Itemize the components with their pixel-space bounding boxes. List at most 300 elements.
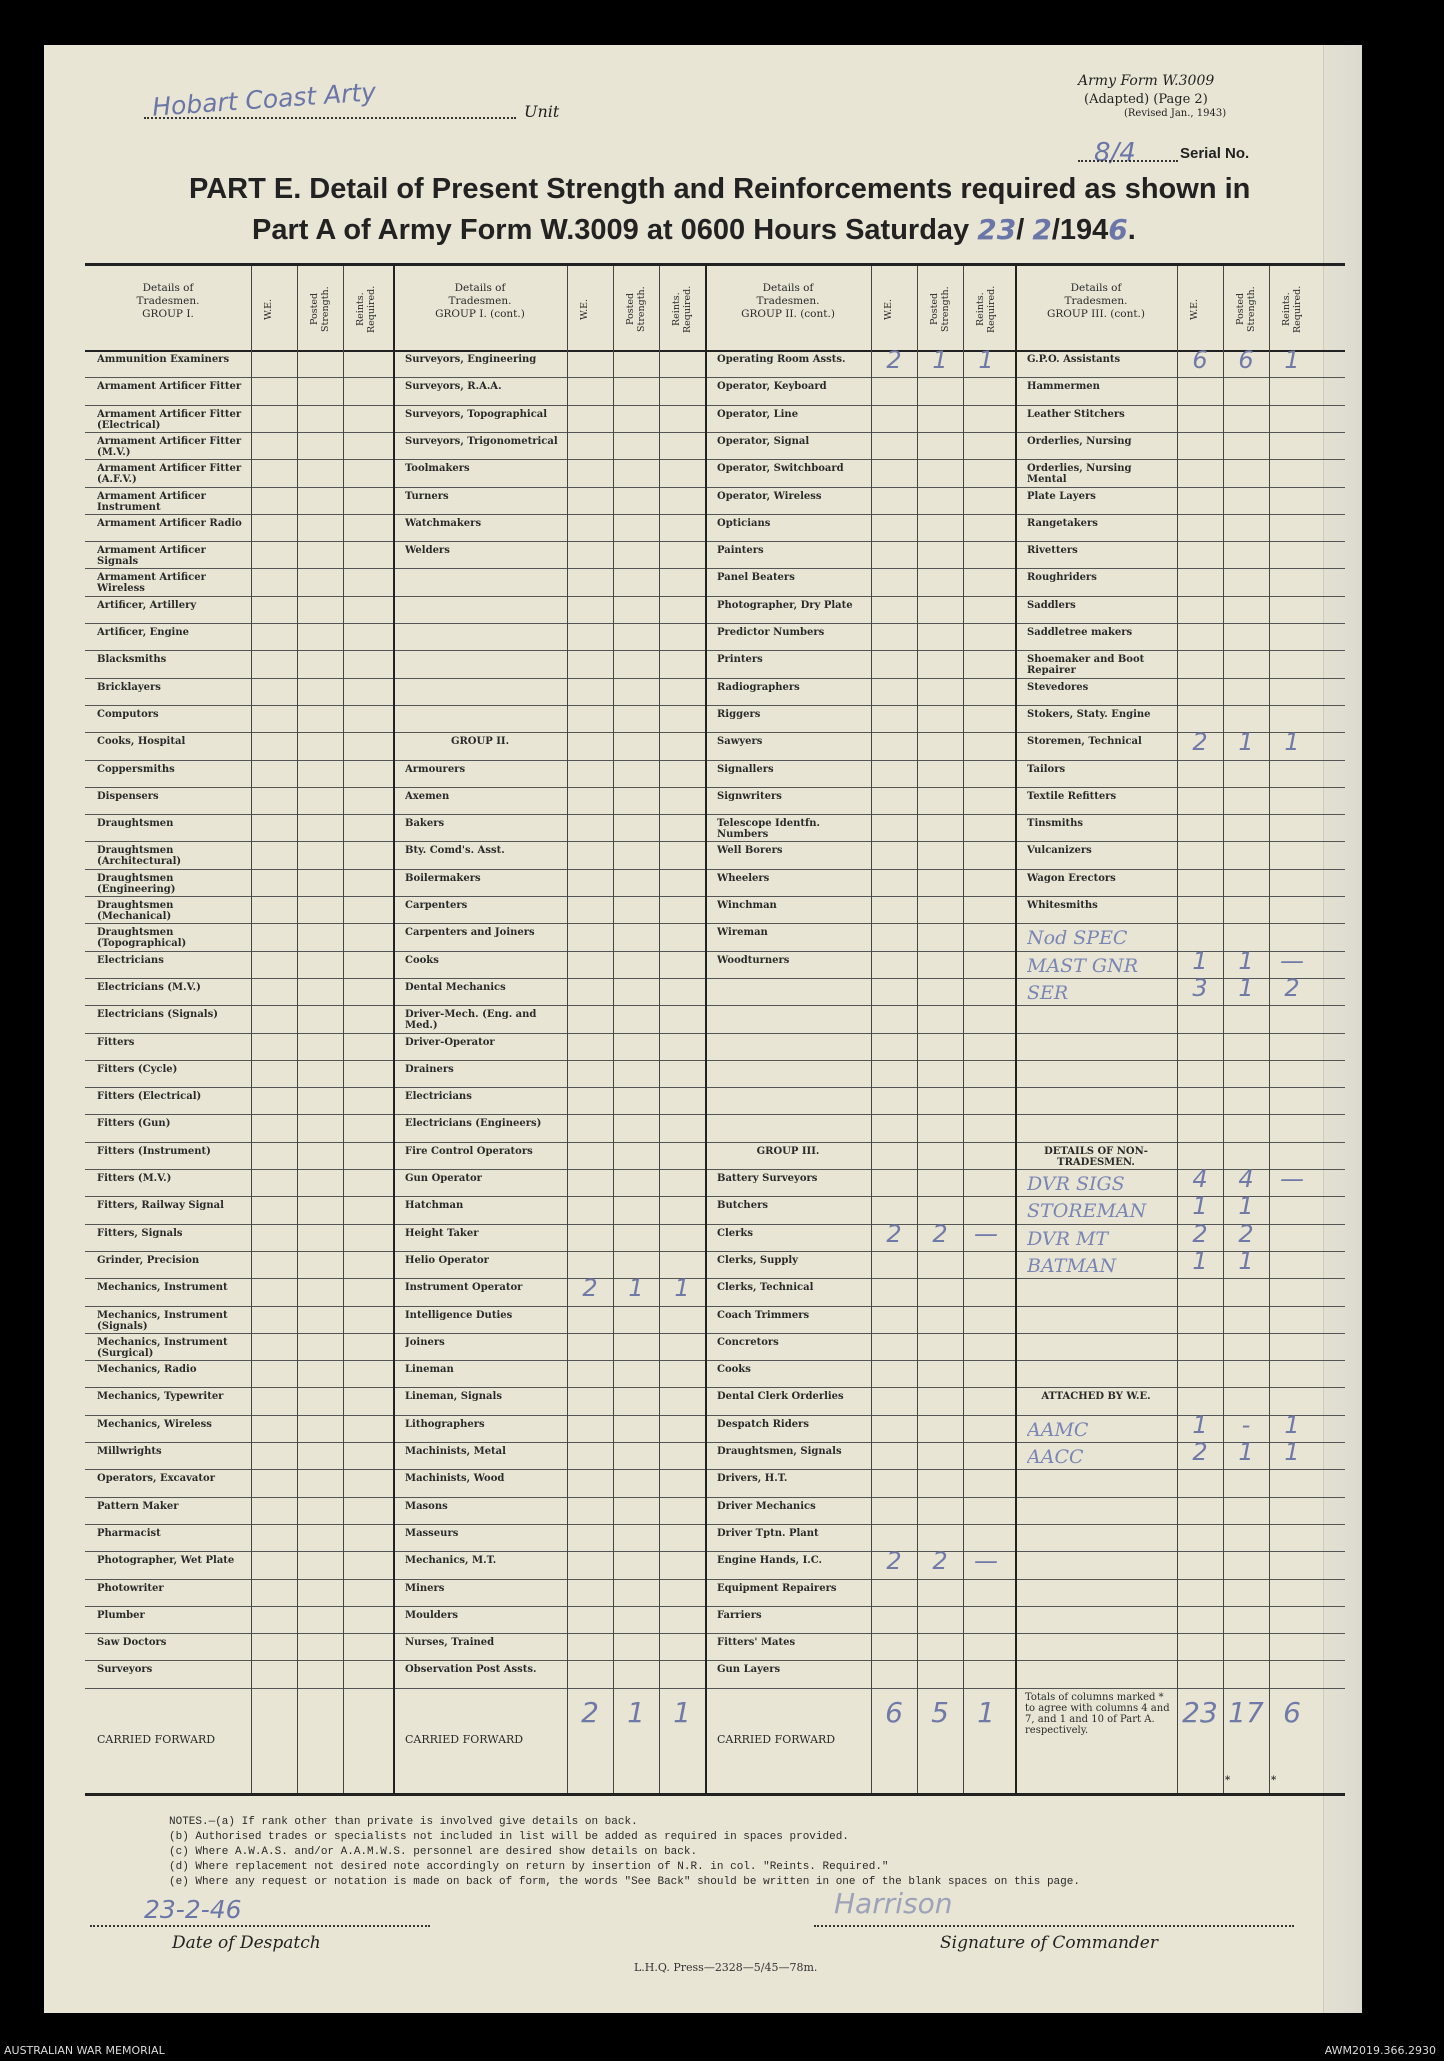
col3-row-label: Clerks bbox=[717, 1227, 753, 1239]
col2-row-label: GROUP II. bbox=[450, 736, 510, 748]
col3-row-label: Coach Trimmers bbox=[717, 1309, 810, 1321]
col2-row-label: Mechanics, M.T. bbox=[405, 1555, 497, 1567]
row-rule bbox=[85, 568, 1345, 569]
header-rule bbox=[85, 350, 1345, 352]
archive-caption-bar bbox=[0, 2040, 1444, 2061]
row-rule bbox=[85, 1306, 1345, 1307]
col1-row-label: Blacksmiths bbox=[97, 654, 167, 666]
col1-row-label: Armament Artificer Wireless bbox=[97, 572, 206, 595]
column-header-reinf: Reints. Required. bbox=[1281, 285, 1303, 333]
strength-table bbox=[85, 266, 1345, 1793]
col4-row-label: MAST GNR bbox=[1027, 954, 1139, 977]
col2-row-label: Turners bbox=[405, 490, 449, 502]
row-rule bbox=[85, 377, 1345, 378]
form-adapted: (Adapted) (Page 2) bbox=[1084, 92, 1208, 107]
col3-row-label: Panel Beaters bbox=[717, 572, 795, 584]
carried-forward-label: CARRIED FORWARD bbox=[717, 1734, 836, 1746]
col2-row-label: Masons bbox=[405, 1500, 448, 1512]
col4-row-label: Orderlies, Nursing Mental bbox=[1027, 463, 1132, 486]
col3-row-label: Wireman bbox=[717, 927, 768, 939]
col1-row-label: Armament Artificer Fitter (A.F.V.) bbox=[97, 463, 242, 486]
row-rule bbox=[85, 1360, 1345, 1361]
signature-label: Signature of Commander bbox=[940, 1933, 1158, 1953]
row-rule bbox=[85, 1497, 1345, 1498]
col4-row-value: 1 bbox=[1238, 1438, 1254, 1466]
column-header-we: W.E. bbox=[263, 298, 274, 320]
col2-row-label: Nurses, Trained bbox=[405, 1637, 495, 1649]
col1-row-label: Fitters, Signals bbox=[97, 1227, 183, 1239]
col2-row-label: Cooks bbox=[405, 954, 439, 966]
group-divider bbox=[705, 266, 707, 1793]
form-revised: (Revised Jan., 1943) bbox=[1124, 108, 1227, 119]
row-rule bbox=[85, 1660, 1345, 1661]
col4-row-label: DVR SIGS bbox=[1027, 1173, 1125, 1195]
col3-row-label: Drivers, H.T. bbox=[717, 1473, 788, 1485]
date-day: 23 bbox=[977, 213, 1017, 246]
row-rule bbox=[85, 1524, 1345, 1525]
unit-handwritten: Hobart Coast Arty bbox=[151, 77, 377, 122]
col3-row-label: Despatch Riders bbox=[717, 1418, 809, 1430]
col2-row-label: Surveyors, Trigonometrical bbox=[405, 435, 558, 447]
row-rule bbox=[85, 1224, 1345, 1225]
col2-row-value: 1 bbox=[628, 1274, 644, 1303]
title-line-1: PART E. Detail of Present Strength and Reinforcements required as shown in bbox=[189, 173, 1251, 205]
note-line: (b) Authorised trades or specialists not included in list will be added as required in spaces provided. bbox=[169, 1831, 849, 1843]
row-rule bbox=[85, 760, 1345, 761]
col3-row-label: Well Borers bbox=[717, 845, 783, 857]
col4-row-label: Rivetters bbox=[1027, 545, 1078, 557]
col3-row-label: Signwriters bbox=[717, 790, 782, 802]
group-divider bbox=[393, 266, 395, 1793]
col4-row-label: Vulcanizers bbox=[1027, 845, 1092, 857]
row-rule bbox=[85, 1333, 1345, 1334]
form-name: Army Form W.3009 bbox=[1078, 73, 1215, 89]
totals-note: Totals of columns marked * to agree with columns 4 and 7, and 1 and 10 of Part A. respectively. bbox=[1025, 1691, 1170, 1736]
value-column-rule bbox=[613, 266, 614, 1793]
col2-row-label: Lineman bbox=[405, 1364, 454, 1376]
col1-row-label: Draughtsmen (Mechanical) bbox=[97, 900, 174, 922]
col2-row-label: Driver-Mech. (Eng. and Med.) bbox=[405, 1009, 537, 1032]
col2-row-label: Height Taker bbox=[405, 1227, 479, 1239]
col2-row-label: Carpenters bbox=[405, 900, 468, 911]
col1-row-label: Fitters bbox=[97, 1036, 135, 1048]
note-line: NOTES.—(a) If rank other than private is involved give details on back. bbox=[169, 1816, 638, 1828]
col3-row-label: Operator, Keyboard bbox=[717, 381, 827, 393]
col2-row-label: Intelligence Duties bbox=[405, 1309, 513, 1321]
col4-row-label: Plate Layers bbox=[1027, 490, 1096, 502]
row-rule bbox=[85, 1551, 1345, 1552]
col3-row-value: 2 bbox=[932, 1547, 948, 1576]
col2-row-label: Instrument Operator bbox=[405, 1282, 523, 1294]
column-header-posted: Posted Strength. bbox=[929, 286, 951, 332]
col2-row-label: Surveyors, R.A.A. bbox=[405, 381, 502, 393]
row-rule bbox=[85, 978, 1345, 979]
note-line: (c) Where A.W.A.S. and/or A.A.M.W.S. personnel are desired show details on back. bbox=[169, 1846, 698, 1858]
col3-row-label: Predictor Numbers bbox=[717, 627, 825, 638]
value-column-rule bbox=[1269, 266, 1270, 1793]
col1-row-label: Pattern Maker bbox=[97, 1500, 179, 1512]
column-header-posted: Posted Strength. bbox=[1235, 286, 1257, 332]
col3-row-label: Equipment Repairers bbox=[717, 1582, 837, 1594]
col4-row-label: Tinsmiths bbox=[1027, 818, 1084, 830]
row-rule bbox=[85, 1688, 1345, 1689]
col4-row-value: 3 bbox=[1192, 973, 1208, 1002]
despatch-dotted-line bbox=[90, 1925, 430, 1927]
serial-handwritten: 8/4 bbox=[1094, 138, 1136, 168]
column-header-col1: Details of Tradesmen. GROUP I. bbox=[136, 282, 200, 320]
col1-row-label: Draughtsmen bbox=[97, 818, 174, 830]
column-header-reinf: Reints. Required. bbox=[355, 285, 377, 333]
col4-row-value: 1 bbox=[1238, 973, 1254, 1002]
col4-row-value: 1 bbox=[1284, 1410, 1300, 1439]
col4-row-value: 1 bbox=[1284, 346, 1300, 374]
col2-row-label: Boilermakers bbox=[405, 872, 481, 884]
col4-row-value: 4 bbox=[1238, 1165, 1254, 1193]
row-rule bbox=[85, 1278, 1345, 1279]
col2-row-label: Driver-Operator bbox=[405, 1036, 495, 1048]
value-column-rule bbox=[297, 266, 298, 1793]
row-rule bbox=[85, 1142, 1345, 1143]
row-rule bbox=[85, 1196, 1345, 1197]
col3-row-label: GROUP III. bbox=[756, 1145, 820, 1157]
row-rule bbox=[85, 514, 1345, 515]
row-rule bbox=[85, 596, 1345, 597]
signature-dotted-line bbox=[814, 1925, 1294, 1927]
col4-row-value: 2 bbox=[1284, 973, 1300, 1002]
col4-row-value: 1 bbox=[1192, 1192, 1208, 1221]
carried-forward-label: CARRIED FORWARD bbox=[405, 1734, 524, 1746]
row-rule bbox=[85, 814, 1345, 815]
col1-row-label: Electricians (Signals) bbox=[97, 1009, 218, 1021]
row-rule bbox=[85, 541, 1345, 542]
title-line-2: Part A of Army Form W.3009 at 0600 Hours Saturday 23/ 2/1946. bbox=[252, 213, 1136, 246]
col4-row-label: Stevedores bbox=[1027, 681, 1089, 693]
col1-row-label: Fitters (M.V.) bbox=[97, 1173, 172, 1184]
value-column-rule bbox=[251, 266, 252, 1793]
row-rule bbox=[85, 1579, 1345, 1580]
col2-row-label: Drainers bbox=[405, 1063, 454, 1075]
col1-row-label: Draughtsmen (Topographical) bbox=[97, 927, 187, 950]
row-rule bbox=[85, 1033, 1345, 1034]
col4-row-label: Whitesmiths bbox=[1027, 900, 1098, 911]
col4-row-label: G.P.O. Assistants bbox=[1027, 354, 1121, 365]
col1-row-label: Grinder, Precision bbox=[97, 1254, 200, 1266]
col4-row-label: ATTACHED BY W.E. bbox=[1041, 1391, 1151, 1403]
column-header-we: W.E. bbox=[883, 298, 894, 320]
col4-row-value: 1 bbox=[1192, 1410, 1208, 1439]
column-header-reinf: Reints. Required. bbox=[975, 285, 997, 333]
row-rule bbox=[85, 678, 1345, 679]
col2-row-label: Watchmakers bbox=[405, 517, 482, 529]
carried-forward-value: 2 bbox=[581, 1695, 599, 1729]
col4-row-label: Rangetakers bbox=[1027, 517, 1098, 529]
col1-row-label: Mechanics, Radio bbox=[97, 1364, 197, 1376]
column-header-we: W.E. bbox=[579, 298, 590, 320]
col1-row-label: Armament Artificer Instrument bbox=[97, 490, 206, 513]
col4-row-label: Wagon Erectors bbox=[1027, 872, 1116, 884]
col4-row-value: 1 bbox=[1238, 1192, 1254, 1221]
col3-row-label: Fitters' Mates bbox=[717, 1637, 796, 1649]
col2-row-label: Bty. Comd's. Asst. bbox=[405, 845, 505, 857]
col1-row-label: Bricklayers bbox=[97, 681, 161, 693]
col4-row-label: DVR MT bbox=[1027, 1227, 1109, 1250]
col2-row-label: Lithographers bbox=[405, 1418, 485, 1430]
col1-row-label: Fitters, Railway Signal bbox=[97, 1200, 224, 1212]
col1-row-label: Draughtsmen (Engineering) bbox=[97, 872, 176, 895]
row-rule bbox=[85, 1005, 1345, 1006]
col2-row-label: Armourers bbox=[405, 763, 466, 775]
col2-row-label: Masseurs bbox=[405, 1527, 459, 1539]
date-year-digit: 6 bbox=[1108, 213, 1128, 246]
col3-row-label: Clerks, Supply bbox=[717, 1254, 798, 1266]
col4-row-label: Stokers, Staty. Engine bbox=[1027, 708, 1151, 720]
col1-row-label: Photowriter bbox=[97, 1582, 164, 1594]
col3-row-label: Printers bbox=[717, 654, 763, 666]
row-rule bbox=[85, 487, 1345, 488]
row-rule bbox=[85, 1469, 1345, 1470]
col4-row-label: AAMC bbox=[1027, 1418, 1089, 1441]
row-rule bbox=[85, 1442, 1345, 1443]
col3-row-label: Concretors bbox=[717, 1336, 779, 1348]
col1-row-label: Surveyors bbox=[97, 1664, 153, 1676]
col1-row-label: Fitters (Gun) bbox=[97, 1118, 171, 1130]
col4-row-label: Tailors bbox=[1027, 763, 1066, 775]
row-rule bbox=[85, 1606, 1345, 1607]
row-rule bbox=[85, 869, 1345, 870]
col3-row-label: Sawyers bbox=[717, 736, 763, 748]
col1-row-label: Fitters (Instrument) bbox=[97, 1145, 211, 1157]
column-header-we: W.E. bbox=[1189, 298, 1200, 320]
row-rule bbox=[85, 459, 1345, 460]
date-year-prefix: /194 bbox=[1051, 214, 1109, 246]
col1-row-label: Mechanics, Instrument (Surgical) bbox=[97, 1336, 228, 1359]
col2-row-label: Machinists, Wood bbox=[405, 1473, 505, 1485]
column-header-reinf: Reints. Required. bbox=[671, 285, 693, 333]
date-month: 2 bbox=[1032, 213, 1052, 246]
col3-row-label: Painters bbox=[717, 545, 764, 557]
table-bottom-rule bbox=[85, 1793, 1345, 1796]
col1-row-label: Dispensers bbox=[97, 790, 159, 802]
col3-row-value: 2 bbox=[932, 1219, 948, 1248]
col4-row-label: BATMAN bbox=[1027, 1254, 1117, 1277]
col1-row-label: Plumber bbox=[97, 1609, 145, 1621]
despatch-date-handwritten: 23-2-46 bbox=[144, 1895, 242, 1924]
col3-row-label: Opticians bbox=[717, 517, 771, 529]
col4-row-value: 1 bbox=[1192, 1246, 1208, 1275]
col3-row-label: Engine Hands, I.C. bbox=[717, 1555, 823, 1567]
col1-row-label: Draughtsmen (Architectural) bbox=[97, 845, 182, 868]
col4-row-label: STOREMAN bbox=[1027, 1200, 1147, 1223]
column-header-col4: Details of Tradesmen. GROUP III. (cont.) bbox=[1047, 282, 1145, 320]
col3-row-label: Signallers bbox=[717, 763, 774, 775]
row-rule bbox=[85, 951, 1345, 952]
total-star-marker: * bbox=[1271, 1775, 1277, 1786]
carried-forward-value: 1 bbox=[673, 1695, 691, 1729]
col4-row-label: SER bbox=[1027, 981, 1069, 1004]
col4-row-label: Leather Stitchers bbox=[1027, 408, 1125, 420]
row-rule bbox=[85, 432, 1345, 433]
col2-row-label: Electricians bbox=[405, 1091, 472, 1103]
serial-label: Serial No. bbox=[1180, 145, 1250, 162]
row-rule bbox=[85, 650, 1345, 651]
col3-row-label: Wheelers bbox=[717, 872, 770, 884]
carried-forward-value: 6 bbox=[1283, 1695, 1301, 1729]
press-imprint: L.H.Q. Press—2328—5/45—78m. bbox=[634, 1961, 818, 1974]
col3-row-label: Draughtsmen, Signals bbox=[717, 1446, 842, 1457]
col1-row-label: Artificer, Engine bbox=[97, 627, 189, 638]
form-page bbox=[44, 45, 1362, 2013]
col2-row-label: Hatchman bbox=[405, 1200, 464, 1212]
row-rule bbox=[85, 841, 1345, 842]
col3-row-label: Driver Tptn. Plant bbox=[717, 1527, 819, 1539]
column-header-posted: Posted Strength. bbox=[625, 286, 647, 332]
col3-row-label: Driver Mechanics bbox=[717, 1500, 816, 1512]
carried-forward-value: 17 bbox=[1228, 1695, 1264, 1729]
col3-row-value: 2 bbox=[886, 346, 902, 374]
row-rule bbox=[85, 623, 1345, 624]
column-header-posted: Posted Strength. bbox=[309, 286, 331, 332]
col4-row-value: — bbox=[1280, 946, 1304, 975]
value-column-rule bbox=[1223, 266, 1224, 1793]
col2-row-value: 1 bbox=[674, 1274, 690, 1303]
col4-row-value: 1 bbox=[1238, 946, 1254, 975]
row-rule bbox=[85, 1387, 1345, 1388]
row-rule bbox=[85, 405, 1345, 406]
col1-row-label: Mechanics, Instrument bbox=[97, 1282, 228, 1294]
col1-row-label: Fitters (Cycle) bbox=[97, 1063, 178, 1075]
col4-row-value: 1 bbox=[1192, 946, 1208, 975]
col2-row-value: 2 bbox=[582, 1274, 598, 1303]
col2-row-label: Lineman, Signals bbox=[405, 1391, 502, 1403]
col2-row-label: Dental Mechanics bbox=[405, 981, 506, 993]
value-column-rule bbox=[659, 266, 660, 1793]
col4-row-value: 2 bbox=[1192, 728, 1208, 757]
col1-row-label: Photographer, Wet Plate bbox=[97, 1555, 235, 1567]
row-rule bbox=[85, 1633, 1345, 1634]
col4-row-label: Shoemaker and Boot Repairer bbox=[1027, 654, 1145, 677]
col2-row-label: Helio Operator bbox=[405, 1254, 489, 1266]
col4-row-label: AACC bbox=[1027, 1446, 1084, 1468]
value-column-rule bbox=[1177, 266, 1178, 1793]
row-rule bbox=[85, 1251, 1345, 1252]
despatch-label: Date of Despatch bbox=[172, 1933, 321, 1953]
col1-row-label: Armament Artificer Fitter bbox=[97, 381, 242, 393]
col4-row-value: 1 bbox=[1284, 728, 1300, 757]
row-rule bbox=[85, 1114, 1345, 1115]
col3-row-value: — bbox=[974, 1547, 998, 1576]
col1-row-label: Pharmacist bbox=[97, 1527, 161, 1539]
col4-row-label: Roughriders bbox=[1027, 572, 1097, 584]
col2-row-label: Axemen bbox=[405, 790, 450, 802]
col2-row-label: Miners bbox=[405, 1582, 445, 1594]
col3-row-label: Farriers bbox=[717, 1609, 762, 1621]
group-divider bbox=[1015, 266, 1017, 1793]
col2-row-label: Observation Post Assts. bbox=[405, 1664, 537, 1676]
col3-row-label: Operator, Switchboard bbox=[717, 463, 844, 475]
archive-caption-left: AUSTRALIAN WAR MEMORIAL bbox=[4, 2044, 165, 2057]
date-sep: / bbox=[1016, 214, 1025, 246]
col2-row-label: Electricians (Engineers) bbox=[405, 1118, 542, 1130]
col4-row-label: Nod SPEC bbox=[1027, 927, 1128, 950]
col1-row-label: Electricians (M.V.) bbox=[97, 981, 201, 993]
col4-row-value: 1 bbox=[1238, 728, 1254, 757]
column-header-col3: Details of Tradesmen. GROUP II. (cont.) bbox=[741, 282, 835, 320]
note-line: (d) Where replacement not desired note accordingly on return by insertion of N.R. in col. "Reints. Required." bbox=[169, 1861, 889, 1873]
row-rule bbox=[85, 787, 1345, 788]
col4-row-label: Orderlies, Nursing bbox=[1027, 435, 1132, 447]
col3-row-label: Operator, Signal bbox=[717, 435, 810, 447]
col2-row-label: Machinists, Metal bbox=[405, 1446, 506, 1457]
col3-row-label: Clerks, Technical bbox=[717, 1282, 814, 1294]
signature-handwritten: Harrison bbox=[834, 1887, 953, 1920]
col1-row-label: Ammunition Examiners bbox=[97, 354, 230, 365]
row-rule bbox=[85, 1415, 1345, 1416]
col3-row-value: 2 bbox=[886, 1547, 902, 1576]
col4-row-value: 4 bbox=[1192, 1165, 1208, 1193]
col2-row-label: Bakers bbox=[405, 818, 445, 830]
col3-row-label: Winchman bbox=[717, 900, 777, 911]
col4-row-label: Saddletree makers bbox=[1027, 627, 1133, 638]
col2-row-label: Joiners bbox=[405, 1336, 445, 1348]
archive-caption-right: AWM2019.366.2930 bbox=[1324, 2044, 1436, 2057]
col4-row-value: 6 bbox=[1238, 346, 1254, 374]
col2-row-label: Welders bbox=[405, 545, 450, 557]
total-star-marker: * bbox=[1225, 1775, 1231, 1786]
col4-row-value: - bbox=[1241, 1410, 1251, 1439]
col4-row-label: DETAILS OF NON-TRADESMEN. bbox=[1044, 1145, 1148, 1168]
row-rule bbox=[85, 1060, 1345, 1061]
row-rule bbox=[85, 1169, 1345, 1170]
col1-row-label: Armament Artificer Signals bbox=[97, 545, 206, 568]
col2-row-label: Moulders bbox=[405, 1609, 459, 1621]
col2-row-label: Surveyors, Topographical bbox=[405, 408, 548, 420]
value-column-rule bbox=[567, 266, 568, 1793]
col3-row-label: Woodturners bbox=[717, 954, 790, 966]
carried-forward-value: 1 bbox=[977, 1695, 995, 1729]
row-rule bbox=[85, 732, 1345, 733]
carried-forward-value: 5 bbox=[931, 1695, 949, 1729]
col4-row-value: 1 bbox=[1238, 1246, 1254, 1275]
col2-row-label: Surveyors, Engineering bbox=[405, 354, 537, 365]
row-rule bbox=[85, 896, 1345, 897]
col1-row-label: Artificer, Artillery bbox=[97, 599, 197, 611]
carried-forward-label: CARRIED FORWARD bbox=[97, 1734, 216, 1746]
col3-row-label: Operator, Wireless bbox=[717, 490, 822, 502]
col4-row-value: 2 bbox=[1192, 1438, 1208, 1466]
carried-forward-value: 23 bbox=[1182, 1695, 1218, 1729]
col3-row-label: Operating Room Assts. bbox=[717, 354, 846, 365]
col1-row-label: Millwrights bbox=[97, 1446, 162, 1457]
col1-row-label: Armament Artificer Fitter (M.V.) bbox=[97, 435, 242, 458]
unit-dotted-line bbox=[144, 117, 516, 119]
col1-row-label: Mechanics, Typewriter bbox=[97, 1391, 224, 1403]
col3-row-value: 2 bbox=[886, 1219, 902, 1248]
col1-row-label: Computors bbox=[97, 708, 159, 720]
col4-row-label: Saddlers bbox=[1027, 599, 1076, 611]
col3-row-label: Battery Surveyors bbox=[717, 1173, 818, 1184]
col1-row-label: Armament Artificer Fitter (Electrical) bbox=[97, 408, 242, 431]
col1-row-label: Operators, Excavator bbox=[97, 1473, 215, 1485]
col3-row-label: Dental Clerk Orderlies bbox=[717, 1391, 844, 1403]
col3-row-label: Cooks bbox=[717, 1364, 751, 1376]
col4-row-value: 1 bbox=[1284, 1438, 1300, 1466]
col1-row-label: Electricians bbox=[97, 954, 164, 966]
col1-row-label: Mechanics, Instrument (Signals) bbox=[97, 1309, 228, 1332]
col4-row-value: 2 bbox=[1192, 1219, 1208, 1248]
col3-row-label: Riggers bbox=[717, 708, 761, 720]
row-rule bbox=[85, 705, 1345, 706]
title-line-2-text: Part A of Army Form W.3009 at 0600 Hours Saturday bbox=[252, 214, 970, 246]
